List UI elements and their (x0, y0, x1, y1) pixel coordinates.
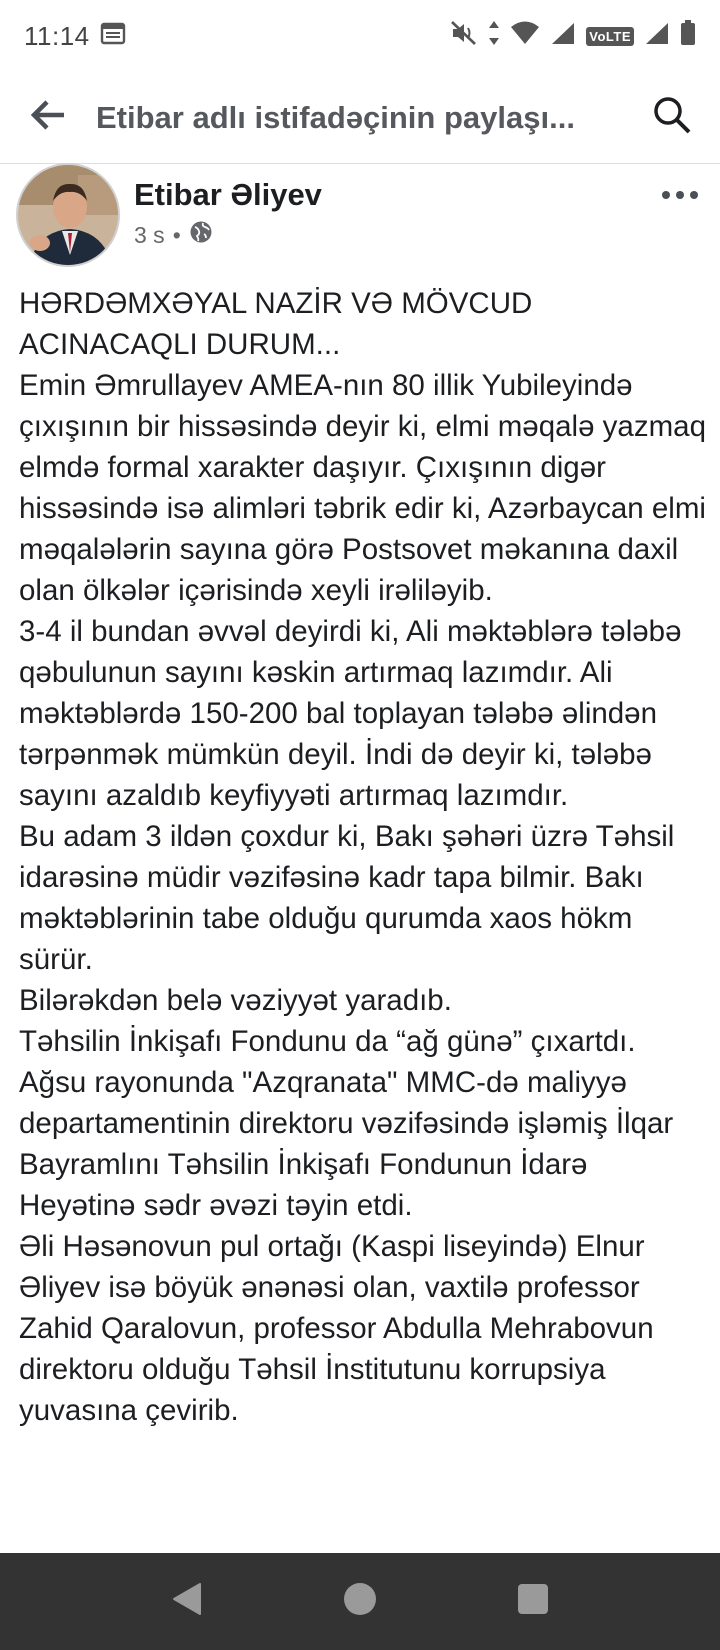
post-paragraph: 3-4 il bundan əvvəl deyirdi ki, Ali məktəblərə tələbə qəbulunun sayını kəskin artırmaq lazımdır. Ali məktəblərdə 150-200 bal toplayan tələbə əlindən tərpənmək mümkün deyil. İndi də deyir ki, tələbə sayını azaldıb keyfiyyəti artırmaq lazımdır. (19, 615, 682, 812)
signal-icon (550, 21, 576, 52)
more-options-button[interactable] (658, 181, 702, 211)
nav-back-button[interactable] (152, 1567, 222, 1637)
status-time: 11:14 (24, 20, 90, 51)
nav-recents-icon (517, 1583, 549, 1620)
back-button[interactable] (0, 72, 96, 164)
post-paragraph: Bu adam 3 ildən çoxdur ki, Bakı şəhəri üzrə Təhsil idarəsinə müdir vəzifəsinə kadr tapa bilmir. Bakı məktəblərinin tabe olduğu qurumda xaos hökm sürür. (19, 820, 675, 976)
nav-back-icon (170, 1581, 204, 1622)
nav-home-button[interactable] (325, 1567, 395, 1637)
navigation-bar (0, 1553, 720, 1650)
globe-icon (189, 220, 213, 250)
post-body (19, 283, 709, 1431)
search-icon (652, 95, 692, 140)
post-header (0, 163, 720, 263)
signal-icon (644, 21, 670, 52)
post-paragraph: Bilərəkdən belə vəziyyət yaradıb. (19, 984, 452, 1017)
post-paragraph: Əli Həsənovun pul ortağı (Kaspi liseyində) Elnur Əliyev isə böyük ənənəsi olan, vaxtilə professor Zahid Qaralovun, professor Abdulla Mehrabovun direktoru olduğu Təhsil İnstitutunu korrupsiya yuvasına çevirib. (19, 1230, 654, 1427)
post-paragraph: HƏRDƏMXƏYAL NAZİR VƏ MÖVCUD ACINACAQLI DURUM... (19, 287, 533, 361)
nav-recents-button[interactable] (498, 1567, 568, 1637)
battery-icon (680, 20, 696, 53)
search-button[interactable] (624, 72, 720, 164)
back-arrow-icon (30, 100, 66, 135)
post-meta (134, 220, 213, 250)
status-bar (0, 0, 720, 72)
app-bar (0, 72, 720, 164)
author-name[interactable]: Etibar Əliyev (134, 177, 322, 212)
data-arrows-icon (488, 20, 500, 53)
page-title: Etibar adlı istifadəçinin paylaşı... (96, 99, 575, 135)
volte-badge: VoLTE (586, 27, 634, 46)
post-time[interactable]: 3 s (134, 221, 165, 248)
mute-icon (450, 20, 478, 53)
wifi-icon (510, 21, 540, 52)
avatar[interactable] (16, 163, 120, 267)
calendar-icon (100, 21, 126, 52)
post-paragraph: Emin Əmrullayev AMEA-nın 80 illik Yubileyində çıxışının bir hissəsində deyir ki, elmi məqalə yazmaq elmdə formal xarakter daşıyır. Çıxışının digər hissəsində isə alimləri təbrik edir ki, Azərbaycan elmi məqalələrin sayına görə Postsovet məkanına daxil olan ölkələr içərisində xeyli irəliləyib. (19, 369, 706, 607)
post-paragraph: Təhsilin İnkişafı Fondunu da “ağ günə” çıxartdı. Ağsu rayonunda "Azqranata" MMC-də maliyyə departamentinin direktoru vəzifəsində işləmiş İlqar Bayramlını Təhsilin İnkişafı Fondunun İdarə Heyətinə sədr əvəzi təyin etdi. (19, 1025, 674, 1222)
more-dots-icon (661, 187, 699, 205)
nav-home-icon (342, 1581, 378, 1622)
meta-separator: • (172, 221, 181, 248)
